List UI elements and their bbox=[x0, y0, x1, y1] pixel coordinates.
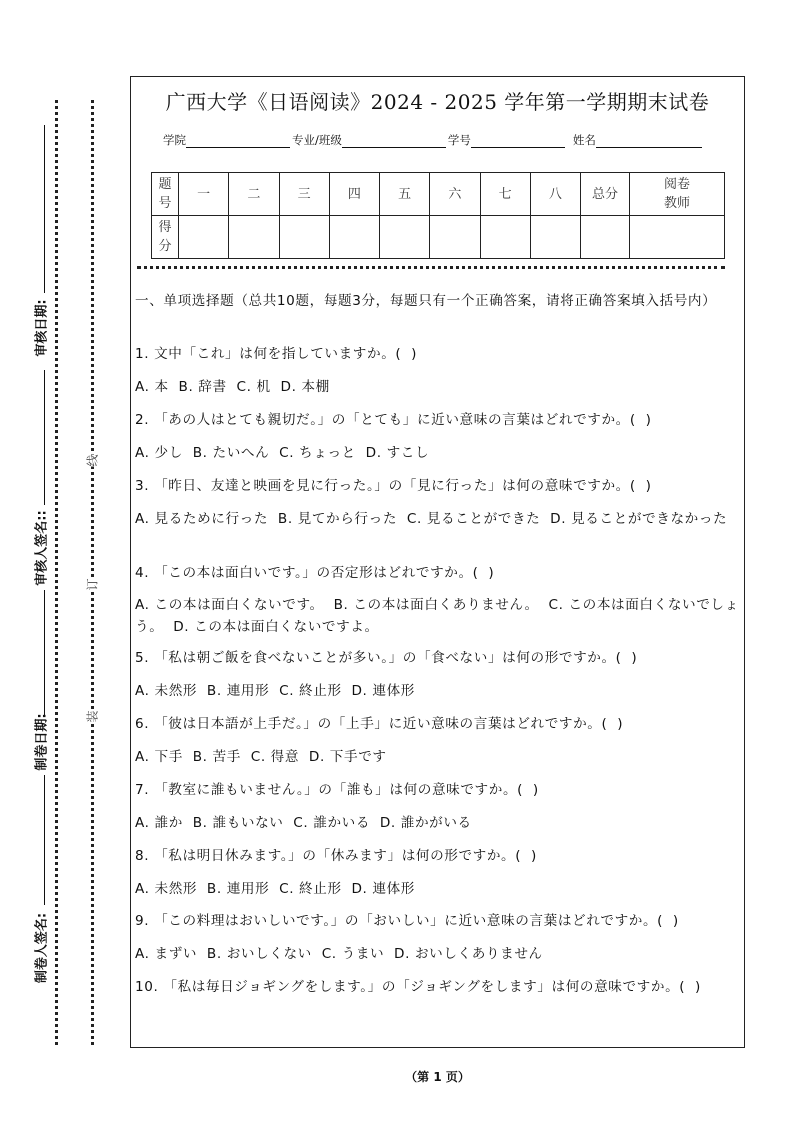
score-cell[interactable] bbox=[430, 216, 480, 259]
col-4: 四 bbox=[329, 173, 379, 216]
question-5: 5. 「私は朝ご飯を食べないことが多い。」の「食べない」は何の形ですか。( ) bbox=[135, 650, 638, 666]
section-1-instructions: 一、单项选择题（总共10题，每题3分，每题只有一个正确答案，请将正确答案填入括号内） bbox=[135, 293, 717, 309]
reviewer-sign-label: 审核人签名:: bbox=[34, 510, 50, 586]
binding-dotted-line-inner bbox=[91, 100, 94, 1045]
question-4: 4. 「この本は面白いです。」の否定形はどれですか。( ) bbox=[135, 565, 495, 581]
question-10: 10. 「私は毎日ジョギングをします。」の「ジョギングをします」は何の意味ですか。( ) bbox=[135, 979, 701, 995]
col-3: 三 bbox=[279, 173, 329, 216]
options-1: A. 本 B. 辞書 C. 机 D. 本棚 bbox=[135, 379, 330, 395]
col-6: 六 bbox=[430, 173, 480, 216]
score-cell[interactable] bbox=[229, 216, 279, 259]
question-9: 9. 「この料理はおいしいです。」の「おいしい」に近い意味の言葉はどれですか。( ) bbox=[135, 913, 679, 929]
binding-mark-line: 线 bbox=[85, 454, 100, 467]
options-5: A. 未然形 B. 連用形 C. 終止形 D. 連体形 bbox=[135, 683, 415, 699]
row-head-score: 得 分 bbox=[152, 216, 179, 259]
col-5: 五 bbox=[380, 173, 430, 216]
header-divider bbox=[137, 266, 725, 269]
col-2: 二 bbox=[229, 173, 279, 216]
major-field[interactable] bbox=[342, 133, 446, 148]
options-6: A. 下手 B. 苦手 C. 得意 D. 下手です bbox=[135, 749, 387, 765]
binding-mark-zhuang: 装 bbox=[85, 710, 100, 723]
make-date-underline bbox=[44, 590, 45, 715]
college-label: 学院 bbox=[163, 133, 186, 147]
options-4: A. この本は面白くないです。 B. この本は面白くありません。 C. この本は面白くないでしょう。 D. この本は面白くないですよ。 bbox=[135, 597, 739, 635]
col-7: 七 bbox=[480, 173, 530, 216]
review-date-label: 审核日期: bbox=[34, 299, 50, 357]
student-id-label: 学号 bbox=[447, 133, 471, 147]
options-8: A. 未然形 B. 連用形 C. 終止形 D. 連体形 bbox=[135, 881, 415, 897]
student-info bbox=[163, 132, 704, 148]
score-cell[interactable] bbox=[530, 216, 580, 259]
options-2: A. 少し B. たいへん C. ちょっと D. すこし bbox=[135, 445, 430, 461]
maker-sign-underline bbox=[44, 775, 45, 905]
score-cell[interactable] bbox=[329, 216, 379, 259]
college-field[interactable] bbox=[186, 133, 290, 148]
options-9: A. まずい B. おいしくない C. うまい D. おいしくありません bbox=[135, 946, 543, 962]
make-date-label: 制卷日期: bbox=[34, 713, 50, 771]
question-6: 6. 「彼は日本語が上手だ。」の「上手」に近い意味の言葉はどれですか。( ) bbox=[135, 716, 624, 732]
major-label: 专业/班级 bbox=[292, 133, 342, 147]
question-8: 8. 「私は明日休みます。」の「休みます」は何の形ですか。( ) bbox=[135, 848, 537, 864]
score-table bbox=[151, 172, 725, 259]
question-7: 7. 「教室に誰もいません。」の「誰も」は何の意味ですか。( ) bbox=[135, 782, 539, 798]
question-3: 3. 「昨日、友達と映画を見に行った。」の「見に行った」は何の意味ですか。( ) bbox=[135, 478, 652, 494]
binding-mark-ding: 订 bbox=[85, 578, 100, 591]
exam-title: 广西大学《日语阅读》2024 - 2025 学年第一学期期末试卷 bbox=[165, 90, 710, 114]
col-total: 总分 bbox=[581, 173, 630, 216]
col-1: 一 bbox=[179, 173, 229, 216]
review-date-underline bbox=[44, 125, 45, 293]
maker-sign-label: 制卷人签名: bbox=[34, 912, 50, 984]
score-cell[interactable] bbox=[630, 216, 725, 259]
question-1: 1. 文中「これ」は何を指していますか。( ) bbox=[135, 346, 418, 362]
page-number: （第 1 页） bbox=[405, 1070, 470, 1084]
score-cell[interactable] bbox=[380, 216, 430, 259]
question-2: 2. 「あの人はとても親切だ。」の「とても」に近い意味の言葉はどれですか。( ) bbox=[135, 412, 652, 428]
score-cell[interactable] bbox=[279, 216, 329, 259]
options-7: A. 誰か B. 誰もいない C. 誰かいる D. 誰かがいる bbox=[135, 815, 472, 831]
reviewer-sign-underline bbox=[44, 370, 45, 505]
score-cell[interactable] bbox=[581, 216, 630, 259]
row-head-question-number: 题 号 bbox=[152, 173, 179, 216]
name-label: 姓名 bbox=[572, 133, 596, 147]
col-8: 八 bbox=[530, 173, 580, 216]
score-cell[interactable] bbox=[480, 216, 530, 259]
student-id-field[interactable] bbox=[471, 133, 565, 148]
score-cell[interactable] bbox=[179, 216, 229, 259]
options-3: A. 見るために行った B. 見てから行った C. 見ることができた D. 見ることができなかった bbox=[135, 511, 728, 527]
name-field[interactable] bbox=[596, 133, 702, 148]
binding-dotted-line-outer bbox=[55, 100, 58, 1045]
col-reviewer: 阅卷 教师 bbox=[630, 173, 725, 216]
